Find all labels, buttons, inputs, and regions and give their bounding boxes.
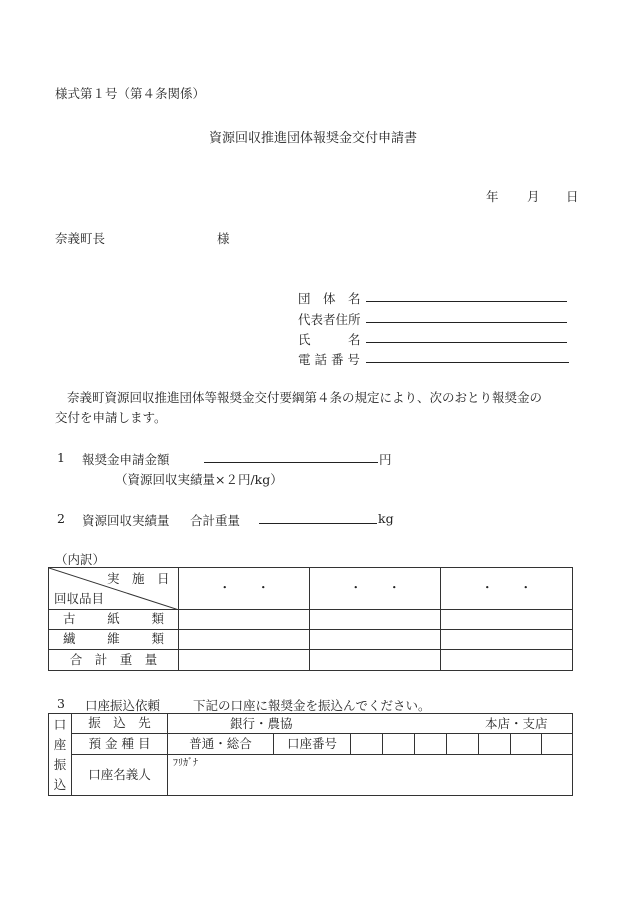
account-digit-1[interactable] — [351, 734, 383, 755]
holder-label: 口座名義人 — [72, 755, 168, 796]
item2-unit: kg — [378, 511, 394, 526]
weight-line[interactable] — [259, 523, 377, 524]
date-year: 年 — [486, 189, 499, 204]
row-label-textile: 繊 維 類 — [49, 630, 179, 650]
account-digit-6[interactable] — [511, 734, 542, 755]
breakdown-table — [48, 567, 573, 671]
addressee-honorific: 様 — [217, 231, 230, 246]
table-row — [49, 610, 573, 630]
account-digit-7[interactable] — [542, 734, 573, 755]
item3-instruction: 下記の口座に報奨金を振込んでください。 — [193, 698, 431, 713]
header-item-label: 回収品目 — [54, 591, 105, 606]
destination-label: 振 込 先 — [72, 714, 168, 734]
item1-unit: 円 — [379, 452, 392, 467]
account-digit-3[interactable] — [415, 734, 447, 755]
deposit-type-value[interactable]: 普通・総合 — [168, 734, 274, 755]
account-digit-2[interactable] — [383, 734, 415, 755]
table-row — [49, 650, 573, 671]
row-label-paper: 古 紙 類 — [49, 610, 179, 630]
paper-cell-2[interactable] — [310, 610, 441, 630]
item2-label: 資源回収実績量 — [82, 513, 170, 528]
addressee-name: 奈義町長 — [55, 231, 106, 246]
total-cell-3[interactable] — [441, 650, 573, 671]
deposit-type-label: 預 金 種 目 — [72, 734, 168, 755]
holder-field[interactable] — [168, 755, 573, 796]
row-label-total: 合 計 重 量 — [49, 650, 179, 671]
date-day: 日 — [566, 189, 579, 204]
diagonal-header-cell — [49, 568, 179, 610]
total-cell-2[interactable] — [310, 650, 441, 671]
bank-type: 銀行・農協 — [230, 716, 293, 731]
side-label: 口 座 振 込 — [49, 714, 72, 796]
item3-number: 3 — [57, 696, 65, 711]
group-name-line[interactable] — [366, 301, 567, 302]
textile-cell-2[interactable] — [310, 630, 441, 650]
amount-line[interactable] — [204, 462, 378, 463]
paper-cell-1[interactable] — [179, 610, 310, 630]
breakdown-label: （内訳） — [55, 552, 106, 567]
item3-label: 口座振込依頼 — [85, 698, 161, 713]
phone-label: 電 話 番 号 — [298, 352, 360, 367]
date-cell-3[interactable]: ・ ・ — [441, 568, 573, 610]
account-digit-5[interactable] — [479, 734, 511, 755]
page-title: 資源回収推進団体報奨金交付申請書 — [209, 131, 418, 146]
total-cell-1[interactable] — [179, 650, 310, 671]
account-number-label: 口座番号 — [274, 734, 351, 755]
destination-field[interactable] — [168, 714, 573, 734]
item2-number: 2 — [57, 511, 65, 526]
date-month: 月 — [527, 189, 540, 204]
branch-type: 本店・支店 — [485, 716, 548, 731]
item2-sublabel: 合計重量 — [190, 513, 241, 528]
account-digit-4[interactable] — [447, 734, 479, 755]
phone-line[interactable] — [366, 362, 569, 363]
full-name-label: 氏 名 — [298, 332, 361, 347]
table-row — [49, 630, 573, 650]
textile-cell-3[interactable] — [441, 630, 573, 650]
item1-note: （資源回収実績量×２円/kg） — [115, 472, 283, 487]
group-name-label: 団 体 名 — [298, 291, 361, 306]
form-number: 様式第１号（第４条関係） — [55, 86, 206, 101]
item1-number: 1 — [57, 450, 65, 465]
item1-label: 報奨金申請金額 — [82, 452, 170, 467]
rep-address-line[interactable] — [366, 322, 567, 323]
full-name-line[interactable] — [366, 342, 567, 343]
body-text-line1: 奈義町資源回収推進団体等報奨金交付要綱第４条の規定により、次のおとり報奨金の — [67, 390, 543, 405]
paper-cell-3[interactable] — [441, 610, 573, 630]
furigana-label: ﾌﾘｶﾞﾅ — [173, 758, 198, 769]
rep-address-label: 代表者住所 — [298, 312, 361, 327]
header-date-label: 実 施 日 — [107, 571, 170, 586]
body-text-line2: 交付を申請します。 — [55, 410, 167, 425]
date-cell-1[interactable]: ・ ・ — [179, 568, 310, 610]
date-cell-2[interactable]: ・ ・ — [310, 568, 441, 610]
textile-cell-1[interactable] — [179, 630, 310, 650]
bank-table — [48, 713, 573, 796]
